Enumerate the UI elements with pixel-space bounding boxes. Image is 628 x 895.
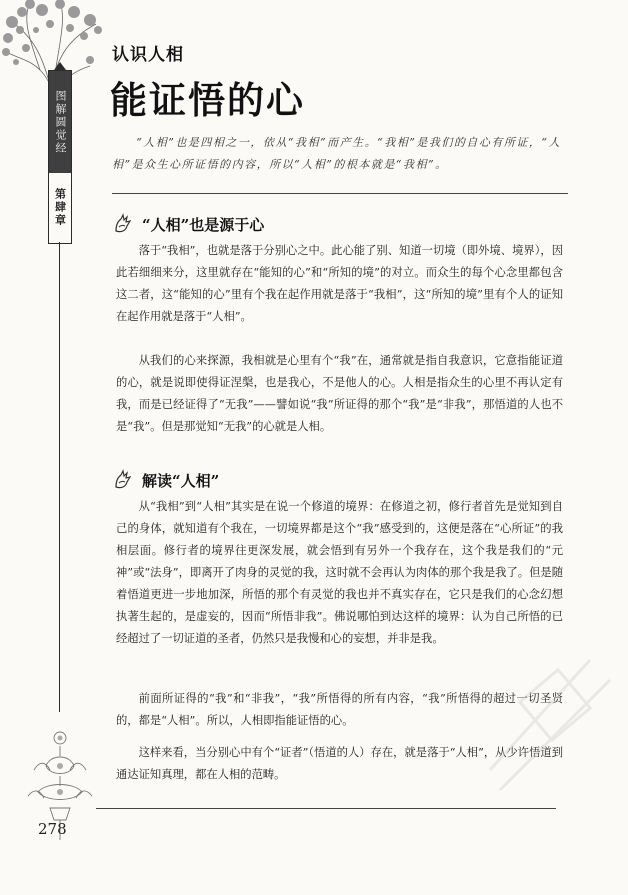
section-label: 认识人相 [112,45,184,65]
side-tab [48,70,72,244]
side-tab-book-title: 图解圆觉经 [49,71,71,173]
section-heading-1-text: “人相”也是源于心 [142,215,265,234]
page-title: 能证悟的心 [110,78,305,122]
side-tab-arrow [54,62,66,70]
section-1-paragraph-1: 落于“我相”，也就是落于分别心之中。此心能了别、知道一切境（即外境、境界），因此若细细来分，这里就存在“能知的心”和“所知的境”的对立。而众生的每个心念里都包含这二者，这“能知的心”里有个我在起作用就是落于“我相”，这“所知的境”里有个人的证知在起作用就是落于“人相”。 [116,244,563,323]
side-tab-chapter: 第肆章 [53,187,67,227]
side-vertical-line [59,242,60,712]
section-2-paragraph-2: 前面所证得的“我”和“非我”，“我”所悟得的所有内容，“我”所悟得的超过一切圣贤的，都是“人相”。所以，人相即指能证悟的心。 [116,692,563,727]
hand-lotus-icon [112,213,134,235]
top-divider [112,193,568,194]
section-1-paragraph-2: 从我们的心来探源，我相就是心里有个“我”在，通常就是指自我意识，它意指能证道的心，就是说即使得证涅槃，也是我心，不是他人的心。人相是指众生的心里不再认定有我，而是已经证得了“无我”——譬如说“我”所证得的那个“我”是“非我”，那悟道的人也不是“我”。但是那觉知“无我”的心就是人相。 [116,354,563,433]
section-heading-2-text: 解读“人相” [142,471,220,490]
section-2-paragraph-3: 这样来看，当分别心中有个“证者”（悟道的人）存在，就是落于“人相”，从少许悟道到通达证知真理，都在人相的范畴。 [116,746,563,781]
section-heading-1 [112,212,264,236]
watermark-seal-icon [470,620,620,820]
hand-lotus-icon [112,469,134,491]
page-number: 278 [38,820,67,838]
intro-paragraph: “人相”也是四相之一，依从“我相”而产生。“我相”是我们的自心有所证，“人相”是众生心所证悟的内容，所以“人相”的根本就是“我相”。 [112,136,562,171]
section-heading-2 [112,468,219,492]
section-2-paragraph-1: 从“我相”到“人相”其实是在说一个修道的境界：在修道之初，修行者首先是觉知到自己的身体，就知道有个我在，一切境界都是这个“我”感受到的，这便是落在“心所证”的我相层面。修行者的境界往更深发展，就会悟到有另外一个我存在，这个我是我们的“元神”或“法身”，即离开了肉身的灵觉的我，这时就不会再认为肉体的那个我是我了。但是随着悟道更进一步地加深，所悟的那个有灵觉的我也并不真实存在，它只是我们的心念幻想执著生起的，是虚妄的，因而“所悟非我”。佛说哪怕到达这样的境界：认为自己所悟的已经超过了一切证道的圣者，仍然只是我慢和心的妄想，并非是我。 [116,500,563,645]
